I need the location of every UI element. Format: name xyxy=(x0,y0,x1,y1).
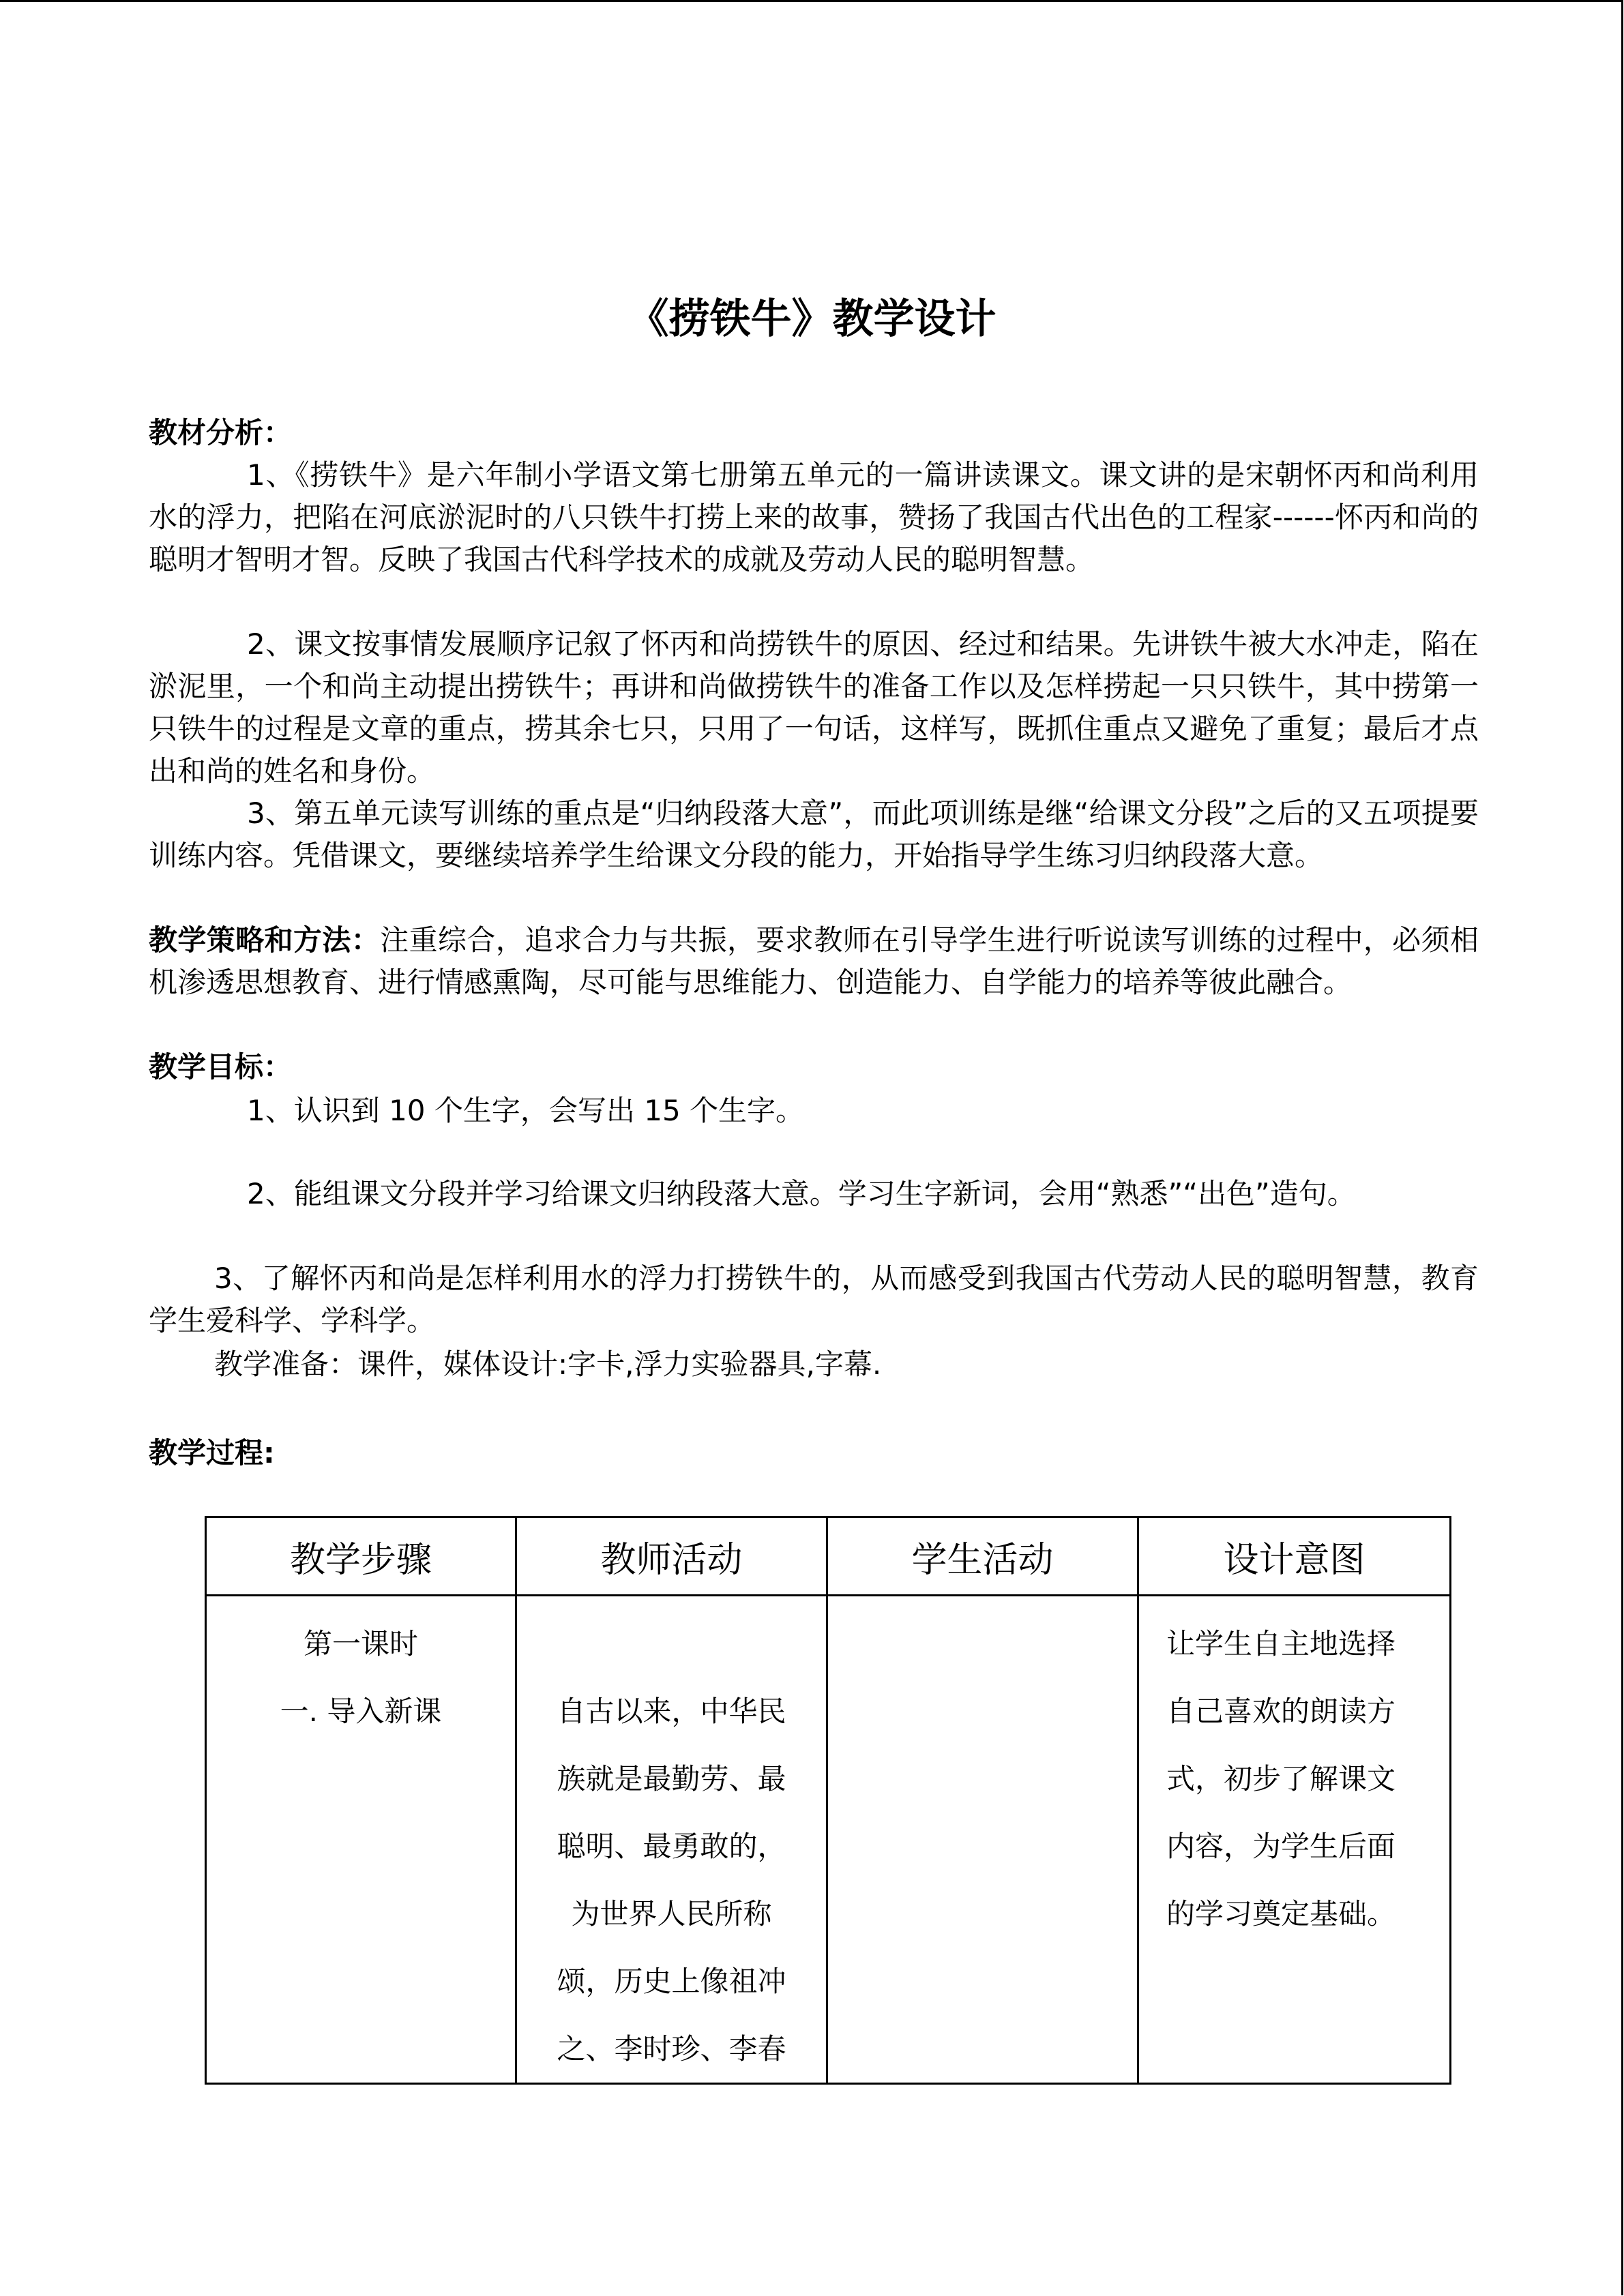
cell-teaching-step xyxy=(206,1596,516,2084)
strategy-paragraph xyxy=(149,919,1479,1004)
teacher-line: 自古以来，中华民 xyxy=(557,1695,786,1728)
goal-2: 2、能组课文分段并学习给课文归纳段落大意。学习生字新词，会用“熟悉”“出色”造句。 xyxy=(247,1177,1356,1210)
strategy-heading: 教学策略和方法： xyxy=(149,923,381,957)
page-title: 《捞铁牛》教学设计 xyxy=(628,295,996,343)
header-student-activity: 学生活动 xyxy=(827,1517,1138,1596)
goal-3: 3、了解怀丙和尚是怎样利用水的浮力打捞铁牛的，从而感受到我国古代劳动人民的聪明智慧，教育学生爱科学、学科学。 xyxy=(149,1262,1479,1337)
table-header-row xyxy=(206,1517,1451,1596)
process-heading: 教学过程: xyxy=(149,1436,275,1470)
teacher-line: 族就是最勤劳、最 xyxy=(557,1762,786,1795)
table-row xyxy=(206,1596,1451,2084)
intent-line: 自己喜欢的朗读方 xyxy=(1166,1695,1396,1728)
process-table xyxy=(205,1516,1451,2085)
intent-line: 内容，为学生后面 xyxy=(1166,1830,1396,1863)
goal-1: 1、认识到 10 个生字，会写出 15 个生字。 xyxy=(247,1094,805,1127)
strategy-text: 注重综合，追求合力与共振，要求教师在引导学生进行听说读写训练的过程中，必须相机渗透思想教育、进行情感熏陶，尽可能与思维能力、创造能力、自学能力的培养等彼此融合。 xyxy=(149,923,1479,999)
header-teacher-activity: 教师活动 xyxy=(516,1517,827,1596)
teaching-prep: 教学准备：课件，媒体设计:字卡,浮力实验器具,字幕. xyxy=(214,1347,882,1381)
student-activity-text xyxy=(828,1596,1137,1610)
cell-teacher-activity xyxy=(516,1596,827,2084)
header-design-intent: 设计意图 xyxy=(1138,1517,1451,1596)
cell-student-activity xyxy=(827,1596,1138,2084)
intent-line: 的学习奠定基础。 xyxy=(1166,1897,1396,1930)
intent-line: 让学生自主地选择 xyxy=(1166,1627,1396,1660)
teacher-line: 颂，历史上像祖冲 xyxy=(557,1965,786,1998)
analysis-paragraph-3: 3、第五单元读写训练的重点是“归纳段落大意”，而此项训练是继“给课文分段”之后的又五项提要训练内容。凭借课文，要继续培养学生给课文分段的能力，开始指导学生练习归纳段落大意。 xyxy=(149,796,1479,872)
teacher-line: 之、李时珍、李春 xyxy=(557,2032,786,2066)
analysis-paragraph-2: 2、课文按事情发展顺序记叙了怀丙和尚捞铁牛的原因、经过和结果。先讲铁牛被大水冲走，陷在淤泥里，一个和尚主动提出捞铁牛；再讲和尚做捞铁牛的准备工作以及怎样捞起一只只铁牛，其中捞第一只铁牛的过程是文章的重点，捞其余七只，只用了一句话，这样写，既抓住重点又避免了重复；最后才点出和尚的姓名和身份。 xyxy=(149,627,1479,788)
goals-heading: 教学目标： xyxy=(149,1050,293,1084)
teacher-line: 聪明、最勇敢的， xyxy=(557,1830,786,1863)
analysis-heading: 教材分析： xyxy=(149,416,293,449)
step-line: 一. 导入新课 xyxy=(280,1695,442,1728)
header-teaching-step: 教学步骤 xyxy=(206,1517,516,1596)
step-line: 第一课时 xyxy=(303,1627,418,1660)
intent-line: 式，初步了解课文 xyxy=(1166,1762,1396,1795)
cell-design-intent xyxy=(1138,1596,1451,2084)
teacher-line: 为世界人民所称 xyxy=(571,1897,772,1930)
analysis-paragraph-1: 1、《捞铁牛》是六年制小学语文第七册第五单元的一篇讲读课文。课文讲的是宋朝怀丙和尚利用水的浮力，把陷在河底淤泥时的八只铁牛打捞上来的故事，赞扬了我国古代出色的工程家------怀丙和尚的聪明才智明才智。反映了我国古代科学技术的成就及劳动人民的聪明智慧。 xyxy=(149,458,1479,576)
